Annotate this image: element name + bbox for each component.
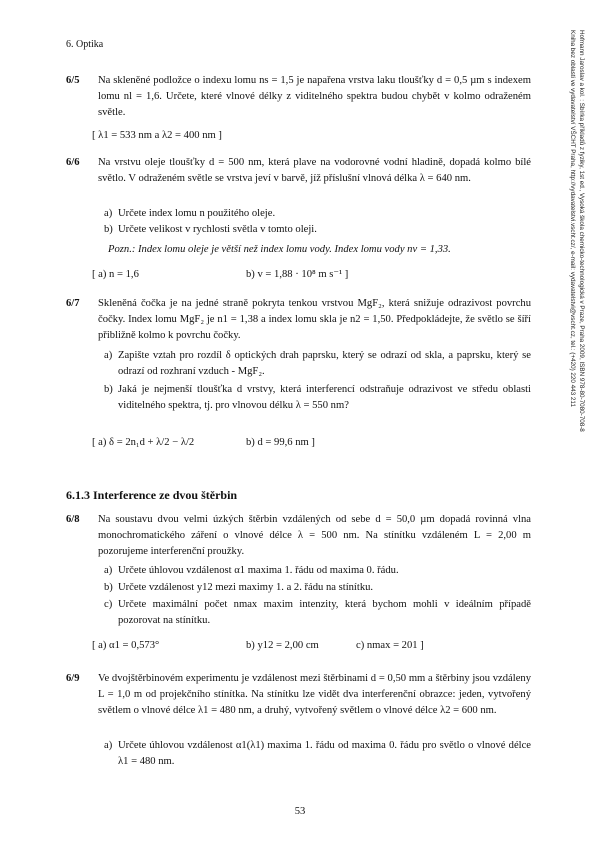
problem-number: 6/5 bbox=[66, 75, 80, 86]
answer-6-8-c: c) nmax = 201 ] bbox=[356, 640, 424, 651]
subquestion-6-6-b bbox=[104, 222, 531, 238]
subquestion-6-8-b bbox=[104, 580, 531, 596]
subquestion-label: a) bbox=[104, 208, 113, 219]
answer-6-8-a: [ a) α1 = 0,573° bbox=[92, 640, 160, 651]
subquestion-label: b) bbox=[104, 384, 113, 395]
subquestion-label: a) bbox=[104, 740, 113, 751]
problem-6-6 bbox=[66, 155, 531, 187]
problem-text: Na soustavu dvou velmi úzkých štěrbin vzdálených od sebe d = 50,0 µm dopadá rovinná vlna monochromatického záření o vlnové délce λ = 500 nm. Na stínítku vzdáleném L = 2,00 m pozorujeme interferenční proužky. bbox=[98, 514, 531, 557]
side-citation-line-2: Kniha bez oblasti ve vydavatelství VŠCHT Praha, http://vydavatelstvi.vscht.cz/, e-mail: vydavatelstvi@vscht.cz, tel.: (+420) 220 443 211 bbox=[569, 30, 576, 407]
subquestion-label: b) bbox=[104, 224, 113, 235]
answer-6-7-a: [ a) δ = 2n₁d + λ/2 − λ/2 bbox=[92, 437, 195, 448]
subquestion-text: Určete maximální počet nmax maxim intenzity, která bychom mohli v ideálním případě pozorovat na stínítku. bbox=[118, 599, 531, 626]
subquestion-label: b) bbox=[104, 582, 113, 593]
page-number: 53 bbox=[294, 806, 306, 817]
problem-number: 6/9 bbox=[66, 673, 80, 684]
note-6-6: Pozn.: Index lomu oleje je větší než index lomu vody. Index lomu vody nv = 1,33. bbox=[108, 244, 451, 255]
subquestion-text: Určete vzdálenost y12 mezi maximy 1. a 2. řádu na stínítku. bbox=[118, 582, 374, 593]
subquestion-text: Určete velikost v rychlosti světla v tomto oleji. bbox=[118, 224, 317, 235]
subquestion-6-7-b bbox=[104, 382, 531, 414]
problem-6-9 bbox=[66, 671, 531, 719]
problem-number: 6/6 bbox=[66, 157, 80, 168]
answer-6-6-a: [ a) n = 1,6 bbox=[92, 269, 139, 280]
answer-6-8-b: b) y12 = 2,00 cm bbox=[246, 640, 319, 651]
subquestion-6-7-a bbox=[104, 348, 531, 380]
side-citation bbox=[566, 30, 586, 600]
problem-text: Na vrstvu oleje tloušťky d = 500 nm, která plave na vodorovné vodní hladině, dopadá kolmo bílé světlo. V odraženém světle se vrstva jeví v barvě, jíž příslušní vlnová délka λ = 640 nm. bbox=[98, 157, 531, 184]
subquestion-label: a) bbox=[104, 565, 113, 576]
problem-text: Ve dvojštěrbinovém experimentu je vzdálenost mezi štěrbinami d = 0,50 mm a štěrbiny jsou vzdáleny L = 1,0 m od projekčního stínítka. Na stínítku lze vidět dva interferenční obrazce: jeden, vytvořený světlem o vlnové délce λ1 = 480 nm, a druhý, vytvořený světlem o vlnové délce λ2 = 600 nm. bbox=[98, 673, 531, 716]
section-heading: 6.1.3 Interference ze dvou štěrbin bbox=[66, 488, 238, 502]
problem-6-7 bbox=[66, 296, 531, 344]
subquestion-label: a) bbox=[104, 350, 113, 361]
problem-6-8 bbox=[66, 512, 531, 560]
answer-6-6-b: b) v = 1,88 · 10⁸ m s⁻¹ ] bbox=[246, 269, 349, 280]
subquestion-6-8-c bbox=[104, 597, 531, 629]
problem-6-5 bbox=[66, 73, 531, 121]
subquestion-text: Určete index lomu n použitého oleje. bbox=[118, 208, 276, 219]
answer-6-5: [ λ1 = 533 nm a λ2 = 400 nm ] bbox=[92, 130, 222, 141]
subquestion-6-8-a bbox=[104, 563, 531, 579]
problem-text: Skleněná čočka je na jedné straně pokryta tenkou vrstvou MgF₂, která snižuje odrazivost povrchu čočky. Index lomu MgF₂ je n1 = 1,38 a index lomu skla je n2 = 1,50. Předpokládejte, že světlo se šíří přibližně kolmo k povrchu čočky. bbox=[98, 298, 531, 341]
answer-6-7-b: b) d = 99,6 nm ] bbox=[246, 437, 315, 448]
subquestion-text: Zapište vztah pro rozdíl δ optických drah paprsku, který se odrazí od skla, a paprsku, který se odrazí od rozhraní vzduch - MgF₂. bbox=[118, 350, 531, 377]
problem-text: Na skleněné podložce o indexu lomu ns = 1,5 je napařena vrstva laku tloušťky d = 0,5 µm s indexem lomu nl = 1,6. Určete, které vlnové délky z viditelného spektra budou chybět v kolmo odraženém světle. bbox=[98, 75, 531, 118]
subquestion-6-6-a bbox=[104, 206, 531, 222]
problem-number: 6/7 bbox=[66, 298, 80, 309]
subquestion-text: Určete úhlovou vzdálenost α1(λ1) maxima 1. řádu od maxima 0. řádu pro světlo o vlnové délce λ1 = 480 nm. bbox=[118, 740, 531, 767]
subquestion-text: Určete úhlovou vzdálenost α1 maxima 1. řádu od maxima 0. řádu. bbox=[118, 565, 399, 576]
subquestion-label: c) bbox=[104, 599, 113, 610]
problem-number: 6/8 bbox=[66, 514, 80, 525]
side-citation-line-1: Hofmann Jaroslav a kol. : Sbírka příkladů z fyziky, 1st ed., Vysoká škola chemicko-technologická v Praze, Praha 2009, ISBN 978-80-7080-708-8 bbox=[578, 30, 585, 432]
subquestion-6-9-a bbox=[104, 738, 531, 770]
running-header: 6. Optika bbox=[66, 39, 104, 50]
subquestion-text: Jaká je nejmenší tloušťka d vrstvy, která interferencí odstraňuje odrazivost ve středu oblasti viditelného spektra, tj. pro vlnovou délku λ = 550 nm? bbox=[118, 384, 531, 411]
